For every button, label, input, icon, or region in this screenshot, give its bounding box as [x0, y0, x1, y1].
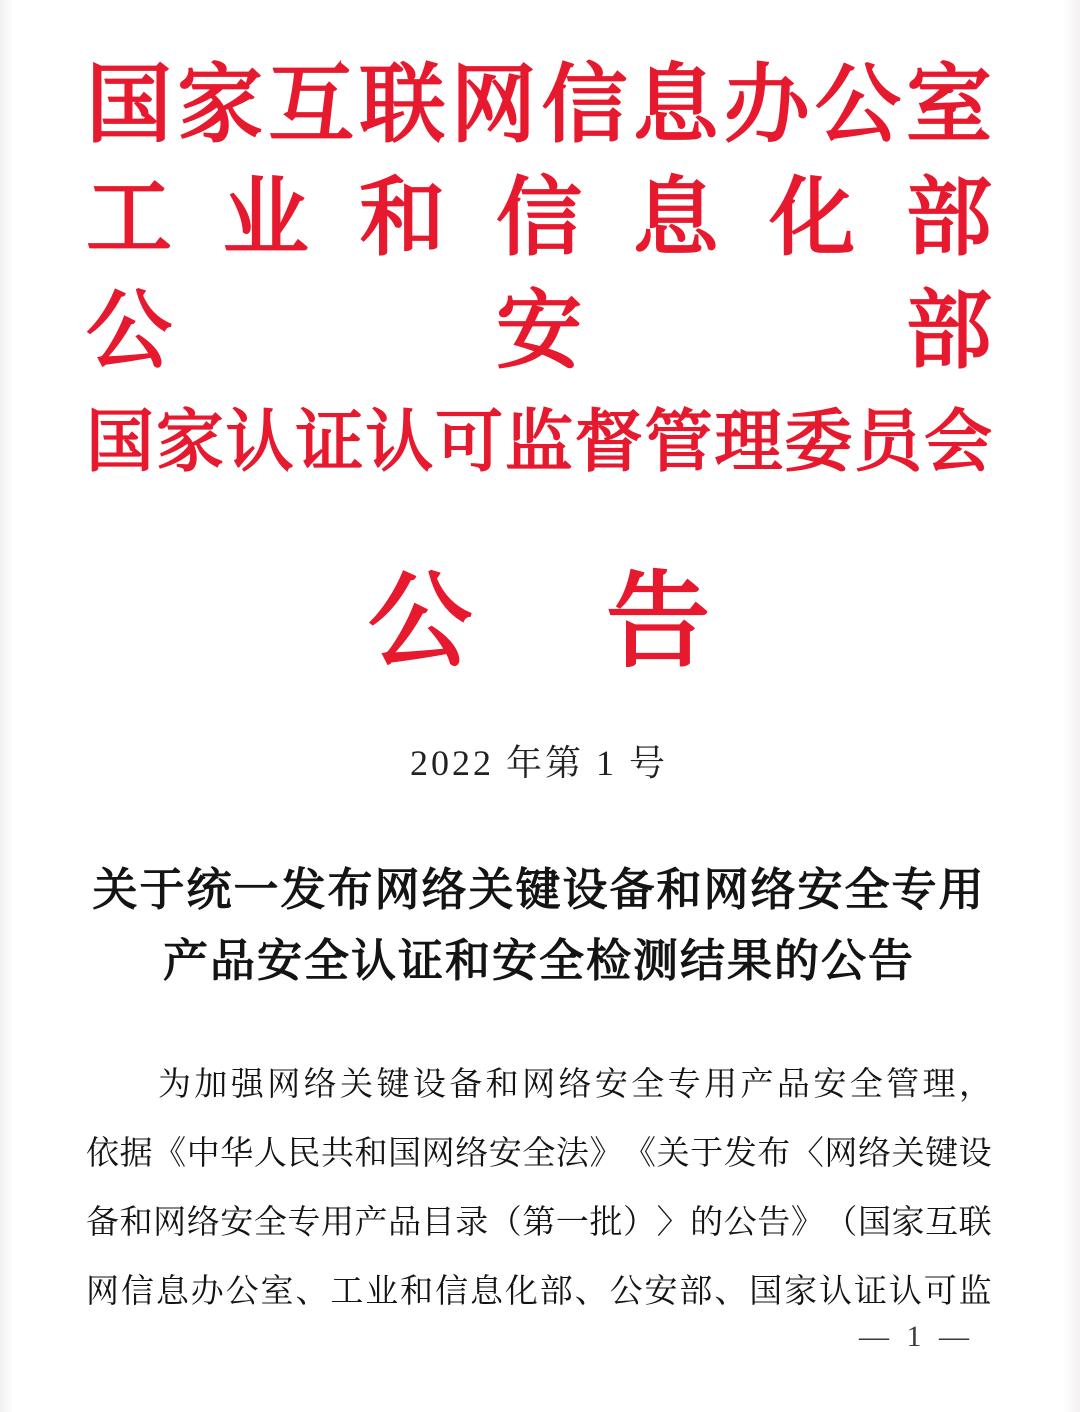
- body-line-4: 网 信 息 办 公 室 、 工 业 和 信 息 化 部 、 公 安 部 、 国 家 认 证 认 可 监: [86, 1274, 992, 1310]
- announcement-heading: 公 告: [368, 565, 710, 680]
- doc-title-line-2: 产品安全认证和安全检测结果的公告: [162, 936, 915, 986]
- doc-title: [86, 855, 992, 997]
- header-line-cnca: 国 家 认 证 认 可 监 督 管 理 委 员 会: [86, 403, 992, 480]
- body-line-2: 依 据 《 中 华 人 民 共 和 国 网 络 安 全 法 》 《 关 于 发 布 〈 网 络 关 键 设: [86, 1136, 992, 1172]
- page-number: — 1 —: [859, 1320, 974, 1353]
- issue-number: 2022 年第 1 号: [409, 743, 668, 783]
- header-line-public-security: 公 安 部: [86, 282, 992, 379]
- doc-title-line-1: 关于统一发布网络关键设备和网络安全专用: [92, 865, 986, 915]
- body-line-1: 为 加 强 网 络 关 键 设 备 和 网 络 安 全 专 用 产 品 安 全 管 理 ，: [158, 1067, 992, 1103]
- body-paragraph: [86, 1047, 992, 1323]
- body-line-3: 备 和 网 络 安 全 专 用 产 品 目 录 （ 第 一 批 ） 〉 的 公 告 》 （ 国 家 互 联: [86, 1205, 992, 1241]
- doc-letterhead: [86, 40, 992, 487]
- header-line-miit: 工 业 和 信 息 化 部: [86, 169, 992, 266]
- header-line-cyberspace-administration: 国 家 互 联 网 信 息 办 公 室: [86, 56, 992, 153]
